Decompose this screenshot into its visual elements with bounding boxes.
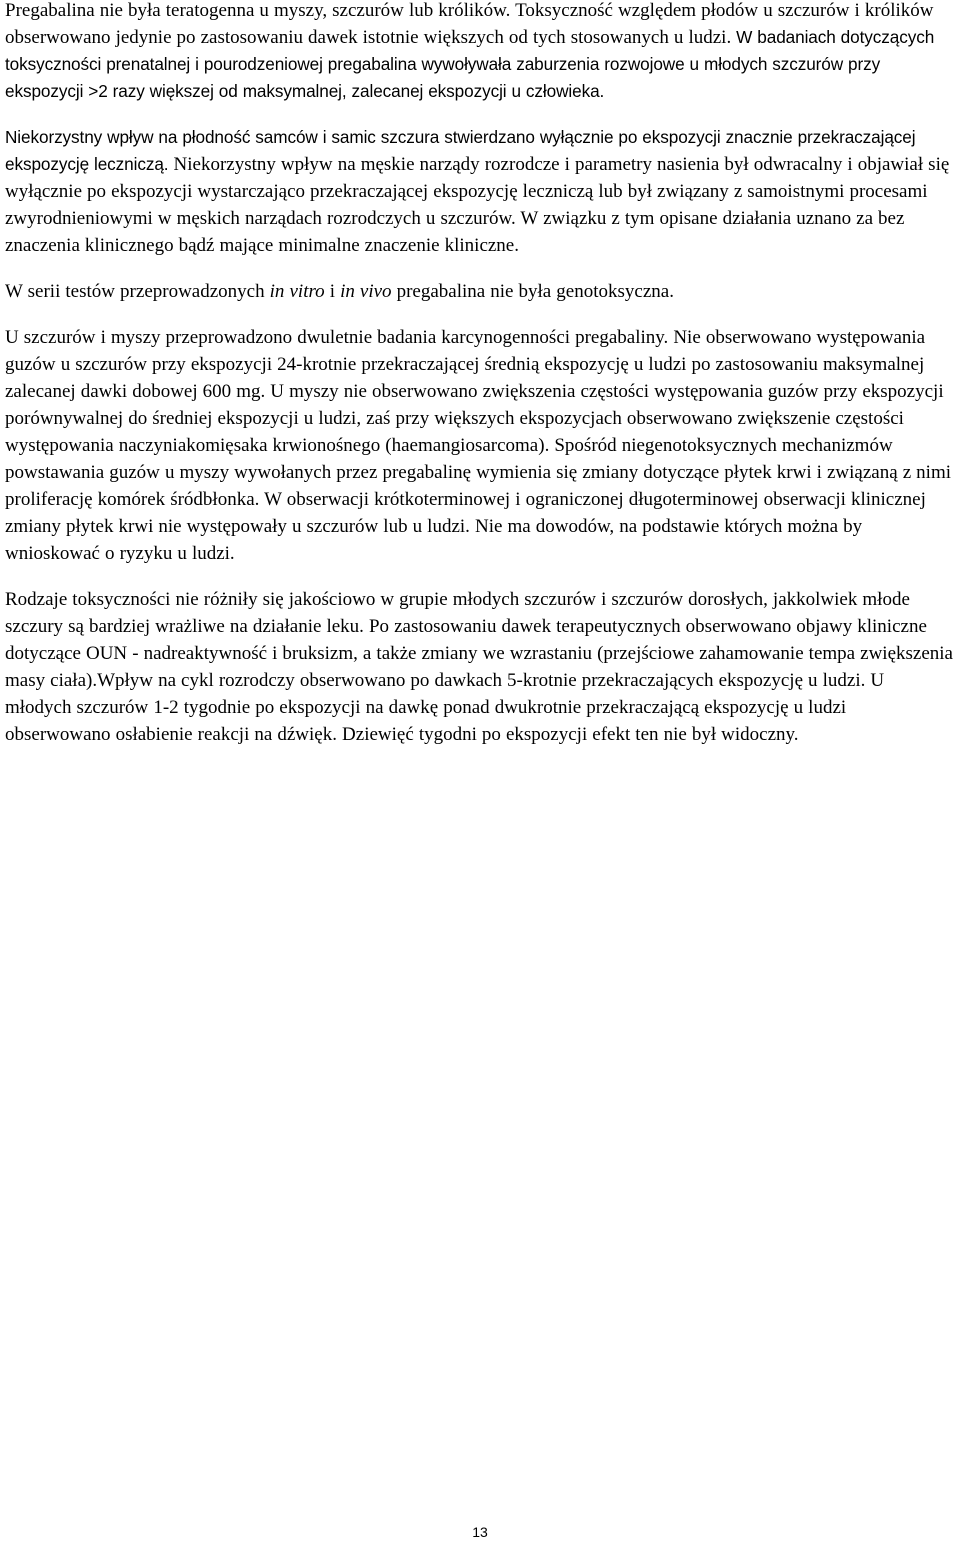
paragraph-juvenile-toxicity: Rodzaje toksyczności nie różniły się jakościowo w grupie młodych szczurów i szczurów dorosłych, jakkolwiek młode szczury są bardziej wrażliwe na działanie leku. Po zastosowaniu dawek terapeutycznych obserwowano objawy kliniczne dotyczące OUN - nadreaktywność i bruksizm, a także zmiany we wzrastaniu (przejściowe zahamowanie tempa zwiększenia masy ciała).Wpływ na cykl rozrodczy obserwowano po dawkach 5-krotnie przekraczających ekspozycję u ludzi. U młodych szczurów 1-2 tygodnie po ekspozycji na dawkę ponad dwukrotnie przekraczającą ekspozycję u ludzi obserwowano osłabienie reakcji na dźwięk. Dziewięć tygodni po ekspozycji efekt ten nie był widoczny. [5,589,953,745]
paragraph-fertility-text-sans: Niekorzystny wpływ na płodność samców i samic szczura stwierdzano wyłącznie po ekspozycji znacznie przekraczającej ekspozycję leczniczą. [5,127,916,174]
paragraph-fertility-text-serif: Niekorzystny wpływ na męskie narządy rozrodcze i parametry nasienia był odwracalny i objawiał się wyłącznie po ekspozycji wystarczająco przekraczającej ekspozycję leczniczą lub był związany z samoistnymi procesami zwyrodnieniowymi w męskich narządach rozrodczych u szczurów. W związku z tym opisane działania uznano za bez znaczenia klinicznego bądź mające minimalne znaczenie kliniczne. [5,154,950,256]
page-number: 13 [472,1524,488,1540]
paragraph-teratogenicity-text-sans: W badaniach dotyczących toksyczności prenatalnej i pourodzeniowej pregabalina wywoływała zaburzenia rozwojowe u młodych szczurów przy ekspozycji >2 razy większej od maksymalnej, zalecanej ekspozycji u człowieka. [5,27,935,101]
paragraph-teratogenicity [5,0,955,105]
paragraph-teratogenicity-text-serif: Pregabalina nie była teratogenna u myszy, szczurów lub królików. Toksyczność względem płodów u szczurów i królików obserwowano jedynie po zastosowaniu dawek istotnie większych od tych stosowanych u ludzi. [5,0,934,48]
paragraph-genotoxicity-italic-in-vitro: in vitro [269,281,325,302]
document-page [5,0,955,748]
paragraph-carcinogenicity: U szczurów i myszy przeprowadzono dwuletnie badania karcynogenności pregabaliny. Nie obserwowano występowania guzów u szczurów przy ekspozycji 24-krotnie przekraczającej średnią ekspozycję u ludzi po zastosowaniu maksymalnej zalecanej dawki dobowej 600 mg. U myszy nie obserwowano zwiększenia częstości występowania guzów przy ekspozycji porównywalnej do średniej ekspozycji u ludzi, zaś przy większych ekspozycjach obserwowano zwiększenie częstości występowania naczyniakomięsaka krwionośnego (haemangiosarcoma). Spośród niegenotoksycznych mechanizmów powstawania guzów u myszy wywołanych przez pregabalinę wymienia się zmiany dotyczące płytek krwi i związaną z nimi proliferację komórek śródbłonka. W obserwacji krótkoterminowej i ograniczonej długoterminowej obserwacji klinicznej zmiany płytek krwi nie występowały u szczurów lub u ludzi. Nie ma dowodów, na podstawie których można by wnioskować o ryzyku u ludzi. [5,327,952,564]
paragraph-genotoxicity-text-b: i [324,281,341,302]
paragraph-fertility [5,124,955,259]
paragraph-genotoxicity-text-a: W serii testów przeprowadzonych [5,281,270,302]
paragraph-genotoxicity-italic-in-vivo: in vivo [340,281,392,302]
paragraph-genotoxicity-text-c: pregabalina nie była genotoksyczna. [391,281,674,302]
paragraph-genotoxicity [5,278,955,305]
